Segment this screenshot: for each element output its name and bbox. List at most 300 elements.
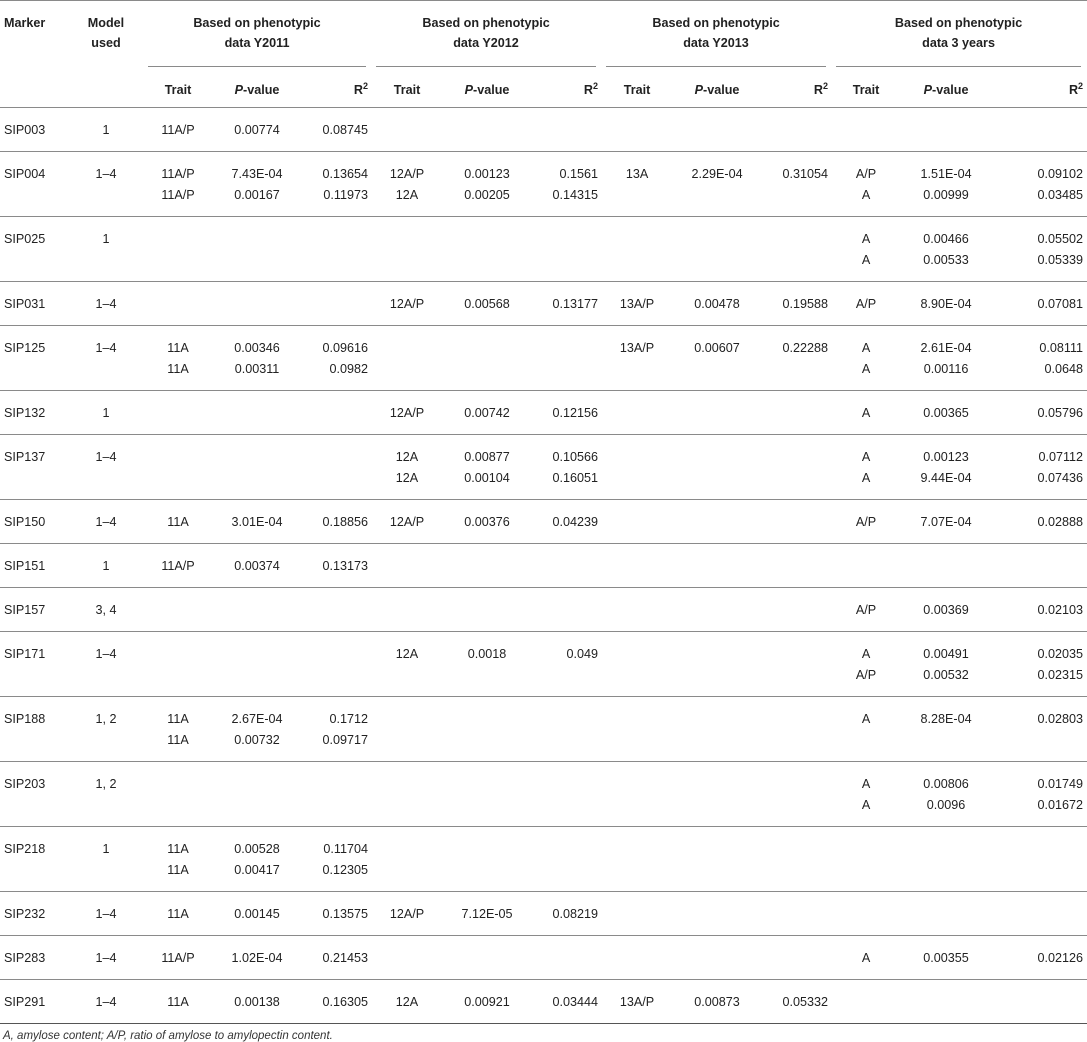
header-group-3-years: Based on phenotypic data 3 years xyxy=(832,1,1087,72)
r-squared-cell xyxy=(532,326,602,391)
cell-value: 0.13575 xyxy=(322,907,369,921)
marker-cell: SIP171 xyxy=(4,647,46,661)
cell-value: 0.00145 xyxy=(234,907,280,921)
p-value-cell xyxy=(442,282,532,326)
p-value-cell xyxy=(672,108,762,152)
p-value-cell xyxy=(442,435,532,500)
marker-cell: SIP283 xyxy=(4,951,46,965)
model-cell: 1, 2 xyxy=(95,777,117,791)
cell-value: 7.07E-04 xyxy=(920,515,972,529)
cell-value: 12A/P xyxy=(389,406,425,420)
cell-value: 0.1712 xyxy=(329,712,369,726)
p-value-cell xyxy=(900,980,992,1024)
trait-cell xyxy=(832,326,900,391)
cell-value: 11A xyxy=(167,733,189,747)
cell-value: 0.09616 xyxy=(322,341,369,355)
p-value-cell xyxy=(672,435,762,500)
r-squared-cell xyxy=(302,391,372,435)
marker-cell: SIP203 xyxy=(4,777,46,791)
trait-cell xyxy=(144,435,212,500)
p-value-cell xyxy=(442,152,532,217)
r-squared-cell xyxy=(532,544,602,588)
cell-value: A/P xyxy=(855,515,877,529)
cell-value: 12A/P xyxy=(389,515,425,529)
r-squared-cell xyxy=(532,827,602,892)
cell-value: 12A xyxy=(395,647,419,661)
table-row xyxy=(0,697,1087,762)
trait-cell xyxy=(832,282,900,326)
trait-cell xyxy=(372,544,442,588)
p-value-cell xyxy=(900,544,992,588)
cell-value: 0.0018 xyxy=(467,647,507,661)
cell-value: 12A/P xyxy=(389,297,425,311)
trait-cell xyxy=(832,980,900,1024)
p-value-cell xyxy=(212,500,302,544)
r-squared-cell xyxy=(992,697,1087,762)
r-squared-cell xyxy=(302,827,372,892)
cell-value: 8.28E-04 xyxy=(920,712,972,726)
p-value-cell xyxy=(672,544,762,588)
header-trait: Trait xyxy=(393,83,421,97)
header-group-y2013: Based on phenotypic data Y2013 xyxy=(602,1,832,72)
r-squared-cell xyxy=(992,632,1087,697)
model-cell: 1 xyxy=(102,123,110,137)
header-p-value: P-value xyxy=(234,83,280,97)
trait-cell xyxy=(832,391,900,435)
p-value-cell xyxy=(900,762,992,827)
cell-value: 0.00104 xyxy=(464,471,510,485)
p-value-cell xyxy=(900,282,992,326)
trait-cell xyxy=(602,936,672,980)
trait-cell xyxy=(602,892,672,936)
trait-cell xyxy=(602,108,672,152)
p-value-cell xyxy=(900,326,992,391)
trait-cell xyxy=(144,892,212,936)
cell-value: A xyxy=(861,712,871,726)
cell-value: 0.08111 xyxy=(1039,341,1084,355)
trait-cell xyxy=(372,827,442,892)
cell-value: 0.02315 xyxy=(1037,668,1084,682)
r-squared-cell xyxy=(532,435,602,500)
marker-cell: SIP025 xyxy=(4,232,46,246)
p-value-cell xyxy=(212,152,302,217)
table-row xyxy=(0,762,1087,827)
model-cell: 1–4 xyxy=(95,515,117,529)
cell-value: 12A xyxy=(395,471,419,485)
cell-value: 13A/P xyxy=(619,995,655,1009)
cell-value: 0.02035 xyxy=(1037,647,1084,661)
p-value-cell xyxy=(442,500,532,544)
trait-cell xyxy=(144,697,212,762)
trait-cell xyxy=(602,827,672,892)
r-squared-cell xyxy=(532,762,602,827)
r-squared-cell xyxy=(302,500,372,544)
trait-cell xyxy=(144,282,212,326)
p-value-cell xyxy=(212,632,302,697)
trait-cell xyxy=(144,762,212,827)
r-squared-cell xyxy=(532,980,602,1024)
r-squared-cell xyxy=(992,108,1087,152)
cell-value: A xyxy=(861,362,871,376)
header-trait: Trait xyxy=(623,83,651,97)
p-value-cell xyxy=(442,632,532,697)
cell-value: 0.00921 xyxy=(464,995,510,1009)
trait-cell xyxy=(832,435,900,500)
p-value-cell xyxy=(442,892,532,936)
cell-value: 0.00806 xyxy=(923,777,969,791)
cell-value: 3.01E-04 xyxy=(231,515,283,529)
cell-value: 0.00167 xyxy=(234,188,280,202)
marker-cell: SIP291 xyxy=(4,995,46,1009)
cell-value: 0.07081 xyxy=(1037,297,1084,311)
cell-value: 0.00417 xyxy=(234,863,280,877)
trait-cell xyxy=(832,632,900,697)
cell-value: 12A xyxy=(395,450,419,464)
cell-value: 0.01749 xyxy=(1037,777,1084,791)
p-value-cell xyxy=(672,892,762,936)
trait-cell xyxy=(832,588,900,632)
trait-cell xyxy=(372,936,442,980)
trait-cell xyxy=(144,980,212,1024)
cell-value: 0.00369 xyxy=(923,603,969,617)
p-value-cell xyxy=(212,108,302,152)
p-value-cell xyxy=(212,391,302,435)
cell-value: 0.13177 xyxy=(552,297,599,311)
cell-value: 0.00116 xyxy=(923,362,969,376)
cell-value: 0.03485 xyxy=(1037,188,1084,202)
cell-value: 11A xyxy=(167,341,189,355)
header-p-value: P-value xyxy=(923,83,969,97)
marker-cell: SIP031 xyxy=(4,297,46,311)
r-squared-cell xyxy=(992,936,1087,980)
cell-value: 1.51E-04 xyxy=(920,167,972,181)
cell-value: 11A/P xyxy=(161,951,195,965)
trait-cell xyxy=(602,435,672,500)
p-value-cell xyxy=(212,326,302,391)
p-value-cell xyxy=(672,152,762,217)
cell-value: A xyxy=(861,253,871,267)
p-value-cell xyxy=(212,697,302,762)
trait-cell xyxy=(144,936,212,980)
cell-value: 7.12E-05 xyxy=(461,907,513,921)
model-cell: 1–4 xyxy=(95,951,117,965)
cell-value: 0.00311 xyxy=(234,362,280,376)
cell-value: 7.43E-04 xyxy=(231,167,283,181)
trait-cell xyxy=(602,697,672,762)
r-squared-cell xyxy=(302,282,372,326)
trait-cell xyxy=(372,500,442,544)
cell-value: 0.05339 xyxy=(1037,253,1084,267)
marker-cell: SIP157 xyxy=(4,603,46,617)
cell-value: 0.11973 xyxy=(323,188,369,202)
trait-cell xyxy=(832,892,900,936)
cell-value: 12A xyxy=(395,995,419,1009)
cell-value: 13A/P xyxy=(619,297,655,311)
p-value-cell xyxy=(672,697,762,762)
cell-value: A/P xyxy=(855,668,877,682)
cell-value: 0.10566 xyxy=(552,450,599,464)
p-value-cell xyxy=(672,326,762,391)
cell-value: 0.02126 xyxy=(1037,951,1084,965)
header-r-squared: $R^2$ xyxy=(583,81,599,97)
r-squared-cell xyxy=(992,500,1087,544)
p-value-cell xyxy=(672,936,762,980)
p-value-cell xyxy=(672,391,762,435)
r-squared-cell xyxy=(302,152,372,217)
cell-value: 0.05332 xyxy=(782,995,829,1009)
r-squared-cell xyxy=(532,391,602,435)
p-value-cell xyxy=(672,827,762,892)
cell-value: 13A/P xyxy=(619,341,655,355)
model-cell: 1–4 xyxy=(95,297,117,311)
r-squared-cell xyxy=(302,936,372,980)
trait-cell xyxy=(372,282,442,326)
trait-cell xyxy=(372,632,442,697)
r-squared-cell xyxy=(762,762,832,827)
r-squared-cell xyxy=(762,827,832,892)
r-squared-cell xyxy=(302,588,372,632)
r-squared-cell xyxy=(762,435,832,500)
cell-value: 0.13654 xyxy=(322,167,369,181)
cell-value: 0.21453 xyxy=(322,951,369,965)
cell-value: 0.08219 xyxy=(552,907,599,921)
r-squared-cell xyxy=(532,152,602,217)
model-cell: 1 xyxy=(102,559,110,573)
p-value-cell xyxy=(900,435,992,500)
marker-cell: SIP218 xyxy=(4,842,46,856)
marker-cell: SIP132 xyxy=(4,406,46,420)
p-value-cell xyxy=(212,936,302,980)
header-p-value: P-value xyxy=(694,83,740,97)
cell-value: 0.14315 xyxy=(552,188,599,202)
cell-value: 0.12156 xyxy=(552,406,599,420)
cell-value: 0.00568 xyxy=(464,297,510,311)
cell-value: 1.02E-04 xyxy=(231,951,283,965)
trait-cell xyxy=(372,152,442,217)
r-squared-cell xyxy=(762,892,832,936)
trait-cell xyxy=(832,827,900,892)
model-cell: 1–4 xyxy=(95,341,117,355)
cell-value: 11A/P xyxy=(161,188,195,202)
model-cell: 1–4 xyxy=(95,647,117,661)
p-value-cell xyxy=(672,588,762,632)
table-row xyxy=(0,588,1087,632)
cell-value: A xyxy=(861,471,871,485)
r-squared-cell xyxy=(992,892,1087,936)
cell-value: 11A xyxy=(167,362,189,376)
cell-value: 0.00346 xyxy=(234,341,280,355)
p-value-cell xyxy=(900,500,992,544)
cell-value: 0.09717 xyxy=(322,733,369,747)
cell-value: 11A/P xyxy=(161,559,195,573)
r-squared-cell xyxy=(762,544,832,588)
cell-value: 0.31054 xyxy=(782,167,829,181)
r-squared-cell xyxy=(302,762,372,827)
r-squared-cell xyxy=(992,827,1087,892)
r-squared-cell xyxy=(992,326,1087,391)
cell-value: 0.00533 xyxy=(923,253,969,267)
r-squared-cell xyxy=(532,217,602,282)
cell-value: 11A xyxy=(167,712,189,726)
r-squared-cell xyxy=(302,892,372,936)
p-value-cell xyxy=(442,217,532,282)
model-cell: 1 xyxy=(102,232,110,246)
marker-cell: SIP232 xyxy=(4,907,46,921)
r-squared-cell xyxy=(762,217,832,282)
cell-value: 9.44E-04 xyxy=(920,471,972,485)
cell-value: 0.16051 xyxy=(552,471,599,485)
trait-cell xyxy=(832,936,900,980)
trait-cell xyxy=(602,326,672,391)
trait-cell xyxy=(832,152,900,217)
model-cell: 1 xyxy=(102,406,110,420)
cell-value: 2.67E-04 xyxy=(231,712,283,726)
r-squared-cell xyxy=(762,500,832,544)
trait-cell xyxy=(372,391,442,435)
cell-value: 0.00355 xyxy=(923,951,969,965)
trait-cell xyxy=(602,980,672,1024)
header-r-squared: $R^2$ xyxy=(1068,81,1084,97)
cell-value: 0.00877 xyxy=(464,450,510,464)
r-squared-cell xyxy=(992,544,1087,588)
table-row xyxy=(0,936,1087,980)
r-squared-cell xyxy=(992,435,1087,500)
trait-cell xyxy=(372,697,442,762)
cell-value: 0.00205 xyxy=(464,188,510,202)
r-squared-cell xyxy=(302,980,372,1024)
cell-value: 0.18856 xyxy=(322,515,369,529)
p-value-cell xyxy=(672,217,762,282)
table-row xyxy=(0,892,1087,936)
cell-value: 0.08745 xyxy=(322,123,369,137)
cell-value: 0.00732 xyxy=(234,733,280,747)
cell-value: 0.05796 xyxy=(1037,406,1084,420)
model-cell: 3, 4 xyxy=(95,603,117,617)
trait-cell xyxy=(144,632,212,697)
cell-value: A xyxy=(861,406,871,420)
p-value-cell xyxy=(672,282,762,326)
p-value-cell xyxy=(442,762,532,827)
p-value-cell xyxy=(212,980,302,1024)
table-row xyxy=(0,108,1087,152)
trait-cell xyxy=(372,892,442,936)
p-value-cell xyxy=(900,588,992,632)
r-squared-cell xyxy=(992,152,1087,217)
table-body xyxy=(0,108,1087,1024)
cell-value: 0.00376 xyxy=(464,515,510,529)
p-value-cell xyxy=(442,980,532,1024)
p-value-cell xyxy=(442,544,532,588)
marker-cell: SIP004 xyxy=(4,167,46,181)
cell-value: 11A xyxy=(167,842,189,856)
model-cell: 1, 2 xyxy=(95,712,117,726)
p-value-cell xyxy=(212,588,302,632)
trait-cell xyxy=(832,108,900,152)
trait-cell xyxy=(144,108,212,152)
cell-value: 0.1561 xyxy=(559,167,599,181)
header-marker: Marker xyxy=(4,16,46,30)
r-squared-cell xyxy=(762,391,832,435)
table-row xyxy=(0,152,1087,217)
table-row xyxy=(0,391,1087,435)
cell-value: 0.00607 xyxy=(694,341,740,355)
cell-value: A xyxy=(861,798,871,812)
r-squared-cell xyxy=(992,588,1087,632)
cell-value: 0.04239 xyxy=(552,515,599,529)
header-p-value: P-value xyxy=(464,83,510,97)
table-row xyxy=(0,435,1087,500)
p-value-cell xyxy=(900,936,992,980)
trait-cell xyxy=(372,326,442,391)
cell-value: 0.07436 xyxy=(1037,471,1084,485)
header-trait: Trait xyxy=(852,83,880,97)
trait-cell xyxy=(144,588,212,632)
r-squared-cell xyxy=(302,326,372,391)
table-row xyxy=(0,544,1087,588)
marker-cell: SIP151 xyxy=(4,559,46,573)
cell-value: 2.29E-04 xyxy=(691,167,743,181)
model-cell: 1–4 xyxy=(95,450,117,464)
r-squared-cell xyxy=(532,282,602,326)
cell-value: 11A xyxy=(167,515,189,529)
p-value-cell xyxy=(900,892,992,936)
cell-value: A/P xyxy=(855,167,877,181)
p-value-cell xyxy=(900,697,992,762)
model-cell: 1–4 xyxy=(95,995,117,1009)
trait-cell xyxy=(602,217,672,282)
trait-cell xyxy=(372,108,442,152)
cell-value: 0.00478 xyxy=(694,297,740,311)
trait-cell xyxy=(144,152,212,217)
r-squared-cell xyxy=(532,588,602,632)
trait-cell xyxy=(602,282,672,326)
cell-value: 12A xyxy=(395,188,419,202)
cell-value: A xyxy=(861,777,871,791)
cell-value: 0.22288 xyxy=(782,341,829,355)
trait-cell xyxy=(602,544,672,588)
table-footnote: A, amylose content; A/P, ratio of amylose to amylopectin content. xyxy=(3,1030,333,1042)
p-value-cell xyxy=(212,544,302,588)
cell-value: 12A/P xyxy=(389,167,425,181)
cell-value: 11A xyxy=(167,995,189,1009)
cell-value: 11A xyxy=(167,863,189,877)
header-model-used: Model used xyxy=(87,16,125,50)
marker-cell: SIP003 xyxy=(4,123,46,137)
r-squared-cell xyxy=(302,217,372,282)
marker-cell: SIP188 xyxy=(4,712,46,726)
r-squared-cell xyxy=(532,500,602,544)
model-cell: 1–4 xyxy=(95,167,117,181)
r-squared-cell xyxy=(532,936,602,980)
trait-cell xyxy=(144,500,212,544)
cell-value: 0.0096 xyxy=(926,798,966,812)
trait-cell xyxy=(144,827,212,892)
cell-value: 12A/P xyxy=(389,907,425,921)
trait-cell xyxy=(144,544,212,588)
trait-cell xyxy=(602,152,672,217)
r-squared-cell xyxy=(992,282,1087,326)
cell-value: A xyxy=(861,341,871,355)
marker-cell: SIP137 xyxy=(4,450,46,464)
trait-cell xyxy=(372,435,442,500)
trait-cell xyxy=(144,391,212,435)
trait-cell xyxy=(832,762,900,827)
trait-cell xyxy=(832,697,900,762)
trait-cell xyxy=(602,762,672,827)
p-value-cell xyxy=(672,762,762,827)
trait-cell xyxy=(602,632,672,697)
p-value-cell xyxy=(900,827,992,892)
